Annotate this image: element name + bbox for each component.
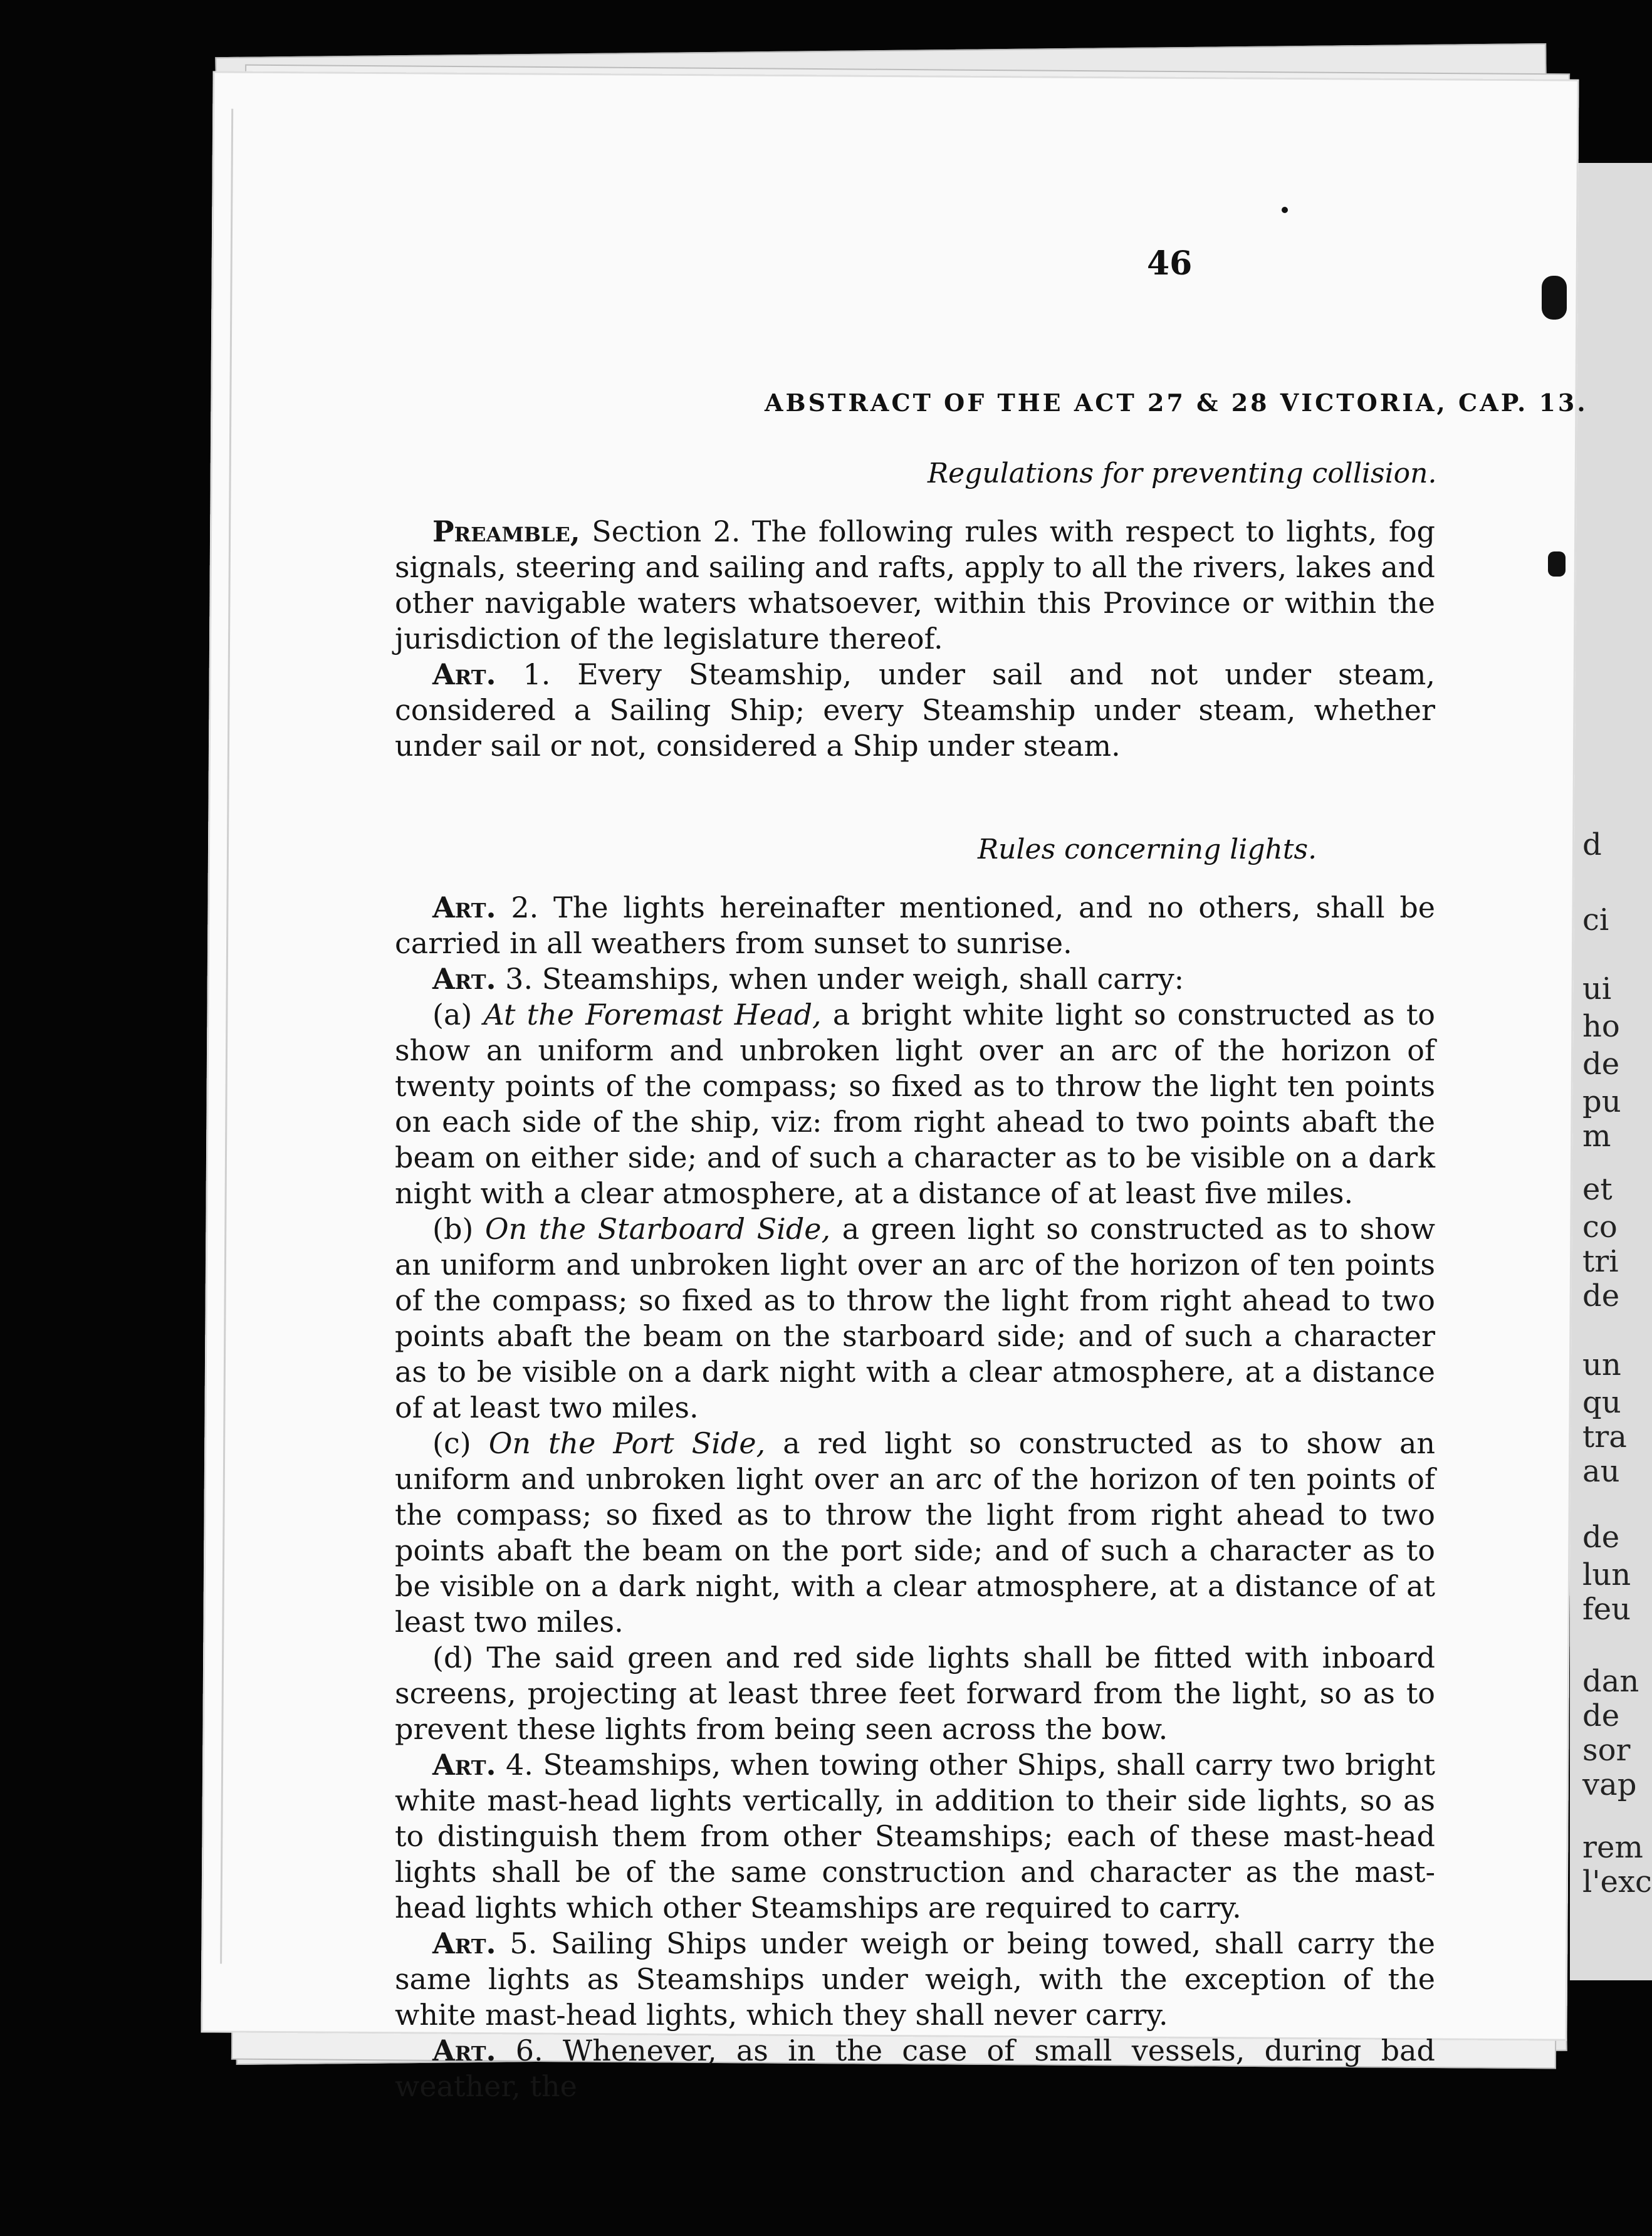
fragment-text: m — [1582, 1119, 1611, 1154]
article-5-paragraph — [395, 1926, 1435, 2033]
fragment-text: feu — [1582, 1592, 1631, 1627]
act-heading: ABSTRACT OF THE ACT 27 & 28 VICTORIA, CAP. 13. — [765, 389, 1588, 417]
clause-italic: On the Starboard Side, — [484, 1212, 831, 1246]
article-2-paragraph — [395, 890, 1435, 961]
scan-blot — [1548, 551, 1566, 577]
fragment-text: un — [1582, 1347, 1621, 1382]
section-subtitle: Regulations for preventing collision. — [928, 457, 1437, 489]
article-3-text: 3. Steamships, when under weigh, shall carry: — [496, 962, 1184, 996]
page-content — [207, 75, 1588, 2103]
clause-label: (d) — [432, 1641, 474, 1674]
article-6-paragraph — [395, 2033, 1435, 2104]
fragment-text: l'exc — [1582, 1864, 1652, 1899]
clause-text: The said green and red side lights shall be fitted with inboard screens, projecting at least three feet forward from the light, so as to prevent these lights from being seen across the bow. — [395, 1641, 1435, 1746]
fragment-text: au — [1582, 1454, 1620, 1489]
fragment-text: tri — [1582, 1244, 1619, 1279]
clause-italic: At the Foremast Head, — [483, 998, 822, 1032]
article-1-paragraph — [395, 657, 1435, 764]
fragment-text: d — [1582, 827, 1602, 862]
article-lead: Art. — [432, 962, 496, 996]
fragment-text: et — [1582, 1172, 1613, 1207]
article-5-text: 5. Sailing Ships under weigh or being towed, shall carry the same lights as Steamships under weigh, with the exception of the white mast-head lights, which they shall never carry. — [395, 1926, 1435, 2032]
fragment-text: lun — [1582, 1557, 1631, 1592]
article-lead: Art. — [432, 657, 496, 691]
article-2-text: 2. The lights hereinafter mentioned, and no others, shall be carried in all weathers from sunset to sunrise. — [395, 891, 1435, 960]
article-3b-paragraph — [395, 1211, 1435, 1426]
fragment-text: sor — [1582, 1733, 1631, 1768]
fragment-text: pu — [1582, 1084, 1621, 1119]
article-3a-paragraph — [395, 997, 1435, 1211]
rules-block — [395, 890, 1435, 2104]
fragment-text: ui — [1582, 971, 1612, 1006]
page-number: 46 — [1147, 244, 1193, 283]
rules-heading: Rules concerning lights. — [978, 833, 1317, 865]
fragment-text: de — [1582, 1278, 1620, 1314]
scan-blot — [1542, 276, 1567, 320]
fragment-text: de — [1582, 1698, 1620, 1733]
adjacent-page-fragment — [1570, 163, 1652, 1980]
clause-text: a green light so constructed as to show an uniform and unbroken light over an arc of the horizon of ten points of the compass; so fixed as to throw the light from right ahead to two points abaft the beam on the starboard side; and of such a character as to be visible on a dark night with a clear atmosphere, at a distance of at least two miles. — [395, 1212, 1435, 1424]
fragment-text: vap — [1582, 1767, 1637, 1802]
article-6-text: 6. Whenever, as in the case of small vessels, during bad weather, the — [395, 2034, 1435, 2103]
fragment-text: tra — [1582, 1419, 1627, 1455]
clause-text: a bright white light so constructed as to show an uniform and unbroken light over an arc of the horizon of twenty points of the compass; so fixed as to throw the light ten points on each side of the ship, viz: from right ahead to two points abaft the beam on either side; and of such a character as to be visible on a dark night with a clear atmosphere, at a distance of at least five miles. — [395, 998, 1435, 1210]
clause-italic: On the Port Side, — [488, 1426, 766, 1460]
article-4-text: 4. Steamships, when towing other Ships, shall carry two bright white mast-head lights vertically, in addition to their side lights, so as to distinguish them from other Steamships; each of these mast-head lights shall be of the same construction and character as the mast-head lights which other Steamships are required to carry. — [395, 1748, 1435, 1925]
fragment-text: de — [1582, 1047, 1620, 1082]
preamble-lead: Preamble, — [432, 515, 580, 548]
fragment-text: dan — [1582, 1664, 1639, 1699]
fragment-text: co — [1582, 1209, 1618, 1245]
article-lead: Art. — [432, 1926, 496, 1960]
fragment-text: de — [1582, 1520, 1620, 1555]
preamble-block — [395, 514, 1435, 764]
article-1-text: 1. Every Steamship, under sail and not under steam, considered a Sailing Ship; every Steamship under steam, whether under sail or not, considered a Ship under steam. — [395, 657, 1435, 763]
article-3d-paragraph — [395, 1640, 1435, 1747]
article-3-paragraph — [395, 961, 1435, 997]
article-lead: Art. — [432, 2034, 496, 2067]
clause-label: (b) — [432, 1212, 485, 1246]
article-lead: Art. — [432, 1748, 496, 1782]
fragment-text: ho — [1582, 1009, 1620, 1044]
scan-dot — [1282, 207, 1288, 213]
preamble-paragraph — [395, 514, 1435, 657]
article-3c-paragraph — [395, 1426, 1435, 1640]
clause-label: (a) — [432, 998, 484, 1032]
preamble-text: Section 2. The following rules with respect to lights, fog signals, steering and sailing and rafts, apply to all the rivers, lakes and other navigable waters whatsoever, within this Province or within the jurisdiction of the legislature thereof. — [395, 515, 1435, 656]
fragment-text: ci — [1582, 902, 1609, 938]
fragment-text: rem — [1582, 1830, 1643, 1865]
article-4-paragraph — [395, 1747, 1435, 1926]
clause-text: a red light so constructed as to show an uniform and unbroken light over an arc of the horizon of ten points of the compass; so fixed as to throw the light from right ahead to two points abaft the beam on the port side; and of such a character as to be visible on a dark night, with a clear atmosphere, at a distance of at least two miles. — [395, 1426, 1436, 1639]
clause-label: (c) — [432, 1426, 489, 1460]
fragment-text: qu — [1582, 1385, 1621, 1420]
article-lead: Art. — [432, 891, 496, 924]
